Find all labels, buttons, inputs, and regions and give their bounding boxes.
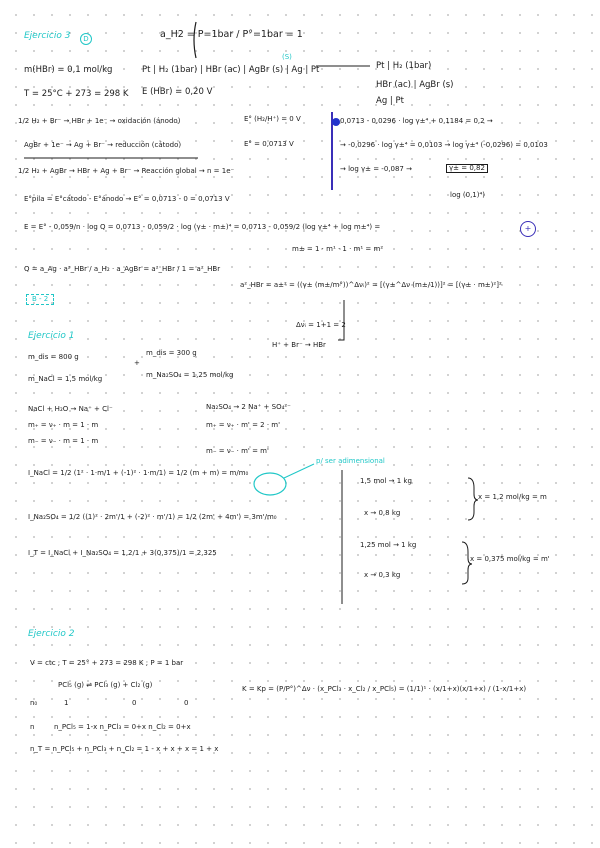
ej3-molality: m(HBr) = 0,1 mol/kg [24, 65, 113, 75]
ej1-conv-result-2: x = 0,375 mol/kg = m' [470, 555, 550, 563]
ej3-title: Ejercicio 3 [24, 31, 71, 41]
ej3-m-pm: m± = 1 · m¹ · 1 · m¹ = m² [292, 245, 384, 253]
ej3-cell-alt-1: Pt | H₂ (1bar) [376, 61, 432, 71]
ej3-nernst: E = E° - 0,059/n · log Q = 0,0713 - 0,059/2 · log (γ± · m±)⁴ = 0,0713 - 0,059/2 (log γ±⁴ + log m±⁴) = [24, 223, 381, 231]
ej1-adim-note: p/ ser adimensional [316, 457, 385, 465]
ej2-n0-cl2: 0 [184, 699, 189, 707]
ej3-badge: D [80, 33, 92, 45]
ej3-cell-mark: (S) [282, 53, 292, 61]
ej1-conv-3: 1,25 mol → 1 kg [360, 541, 417, 549]
ej3-right-2: → -0,0296 · log γ±⁴ = 0,0103 → log γ±⁴ (-0,0296) = 0,0103 [340, 141, 548, 149]
ej1-i-nacl: I_NaCl = 1/2 (1² · 1·m/1 + (-1)² · 1·m/1) = 1/2 (m + m) = m/m₀ [28, 469, 249, 477]
ej3-r2: AgBr + 1e⁻ → Ag + Br⁻ → reducción (cátodo) [24, 141, 182, 149]
bracket-hbr [338, 300, 344, 340]
ej2-n0-pcl3: 0 [132, 699, 137, 707]
ej2-n-row: n_PCl₅ = 1-x n_PCl₃ = 0+x n_Cl₂ = 0+x [54, 723, 191, 731]
ej2-n-label: n [30, 723, 35, 731]
ej2-nt-row: n_T = n_PCl₅ + n_PCl₃ + n_Cl₂ = 1 - x + x + x = 1 + x [30, 745, 219, 753]
ej1-diss-nacl: NaCl + H₂O → Na⁺ + Cl⁻ [28, 405, 113, 413]
ej3-dnu: Δνᵢ = 1+1 = 2 [296, 321, 346, 329]
ej3-cell-alt-2: HBr (ac) | AgBr (s) [376, 80, 454, 90]
ej3-q-expr: Q = a_Ag · a²_HBr / a_H₂ · a_AgBr = a²_HBr / 1 = a²_HBr [24, 265, 221, 273]
ej3-a-hbr: a²_HBr = a±² = ((γ± (m±/m°))^Δνᵢ)² = [(γ±^Δν (m±/1))]² = [(γ± · m±)²]² [240, 281, 502, 289]
ej1-conv-2: x → 0,8 kg [364, 509, 401, 517]
ej3-cell-alt-3: Ag | Pt [376, 96, 404, 106]
ej3-activity: a_H2 = P=1bar / P°=1bar = 1 [160, 29, 303, 40]
start-dot [332, 118, 340, 126]
ej1-i-na2so4: I_Na₂SO₄ = 1/2 ((1)² · 2m'/1 + (-2)² · m'/1) = 1/2 (2m' + 4m') = 3m'/m₀ [28, 513, 277, 521]
ej3-right-3: → log γ± = -0,087 → [340, 165, 412, 173]
ej3-temp: T = 25°C + 273 = 298 K [24, 89, 129, 99]
ej1-plus: + [134, 359, 140, 367]
ej3-hbr-formation: H⁺ + Br⁻ → HBr [272, 341, 326, 349]
highlight-arrow [284, 464, 314, 478]
ej3-r2-e: E° = 0,0713 V [244, 140, 294, 148]
ej1-m1b: m₋ = ν₋ · m = 1 · m [28, 437, 99, 445]
integral-stroke [194, 22, 196, 58]
ej1-m2a: m₊ = ν₊ · m' = 2 · m' [206, 421, 281, 429]
ej1-title: Ejercicio 1 [28, 331, 75, 341]
ej2-kp: K = Kp = (P/P°)^Δν · (x_PCl₃ · x_Cl₂ / x_PCl₅) = (1/1)¹ · (x/1+x)(x/1+x) / (1-x/1+x) [242, 685, 527, 693]
ej3-box-b2: B - 2 [26, 294, 54, 305]
ej2-n0-pcl5: 1 [64, 699, 69, 707]
ej3-sign-mark: + [520, 221, 536, 237]
ej1-m1a: m₊ = ν₊ · m = 1 · m [28, 421, 99, 429]
ej1-conv-4: x → 0,3 kg [364, 571, 401, 579]
ej2-n0-label: n₀ [30, 699, 38, 707]
brace-2 [462, 542, 472, 584]
ej3-cell: Pt | H₂ (1bar) | HBr (ac) | AgBr (s) | Ag | Pt [142, 65, 320, 75]
ej1-conv-1: 1,5 mol → 1 kg [360, 477, 412, 485]
ej1-m-dis-2: m_dis = 300 g [146, 349, 197, 357]
ej1-diss-na2so4: Na₂SO₄ → 2 Na⁺ + SO₄²⁻ [206, 403, 291, 411]
ej3-log-note: log (0,1)⁴) [450, 191, 486, 199]
ej3-emf: E (HBr) = 0,20 V [142, 87, 213, 97]
ej3-gamma-result: γ± = 0,82 [446, 164, 488, 173]
ej1-m2b: m₋ = ν₋ · m' = m' [206, 447, 269, 455]
ej3-r1-e: E° (H₂/H⁺) = 0 V [244, 115, 301, 123]
ej1-m-nacl: m_NaCl = 1,5 mol/kg [28, 375, 103, 383]
ej2-title: Ejercicio 2 [28, 629, 75, 639]
ej1-m-na2so4: m_Na₂SO₄ = 1,25 mol/kg [146, 371, 234, 379]
brace-1 [468, 478, 478, 520]
ej2-conditions: V = ctc ; T = 25° + 273 = 298 K ; P = 1 bar [30, 659, 184, 667]
ej1-conv-result-1: x = 1,2 mol/kg = m [478, 493, 547, 501]
highlight-circle [254, 473, 286, 495]
ej1-m-dis: m_dis = 800 g [28, 353, 79, 361]
ej2-reaction: PCl₅ (g) ⇌ PCl₃ (g) + Cl₂ (g) [58, 681, 153, 689]
ej3-r3: 1/2 H₂ + AgBr → HBr + Ag + Br⁻ → Reacción global → n = 1e⁻ [18, 167, 235, 175]
ej3-right-1: 0,0713 - 0,0296 · log γ±⁴ + 0,1184 = 0,2 → [340, 117, 493, 125]
ej3-r1: 1/2 H₂ + Br⁻ → HBr + 1e⁻ → oxidación (ánodo) [18, 117, 181, 125]
ej3-epila: E°pila = E°cátodo - E°ánodo → E° = 0,0713 - 0 = 0,0713 V [24, 195, 230, 203]
ej1-i-total: I_T = I_NaCl + I_Na₂SO₄ = 1,2/1 + 3(0,375)/1 = 2,325 [28, 549, 217, 557]
